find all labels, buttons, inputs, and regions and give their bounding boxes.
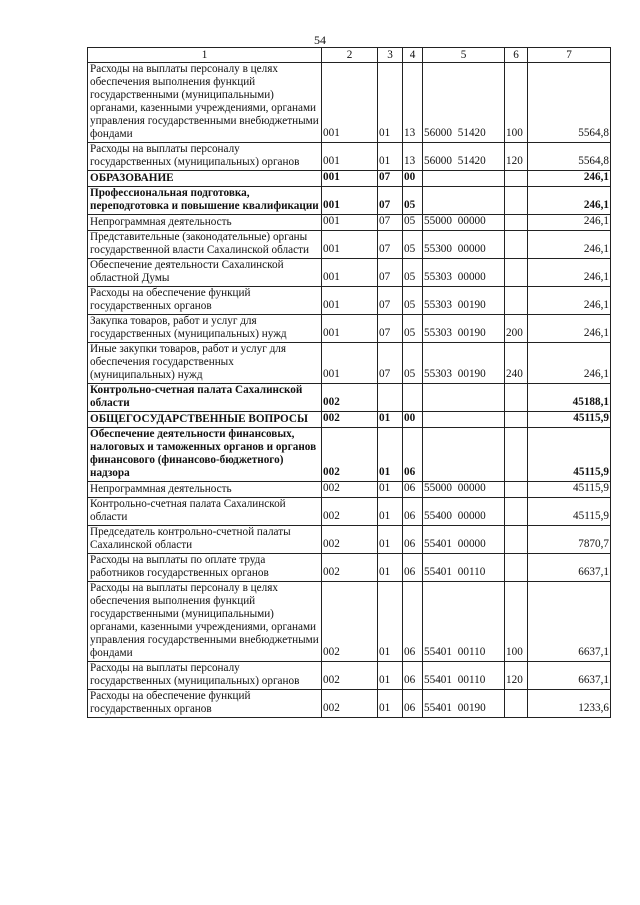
section-code-cell: 01 bbox=[378, 482, 403, 498]
target-article-cell: 55401 00110 bbox=[423, 662, 505, 690]
expense-type-cell bbox=[505, 690, 528, 718]
target-article-cell: 55303 00190 bbox=[423, 343, 505, 384]
subsection-code-cell: 06 bbox=[403, 526, 423, 554]
header-cell: 1 bbox=[88, 48, 322, 63]
subsection-code-cell: 05 bbox=[403, 343, 423, 384]
subsection-code-cell: 00 bbox=[403, 171, 423, 187]
expense-type-cell: 120 bbox=[505, 143, 528, 171]
table-row bbox=[88, 63, 611, 143]
row-name-cell: Расходы на обеспечение функций государственных органов bbox=[88, 690, 322, 718]
table-row bbox=[88, 315, 611, 343]
expense-type-cell: 240 bbox=[505, 343, 528, 384]
subsection-code-cell: 05 bbox=[403, 315, 423, 343]
expense-type-cell bbox=[505, 215, 528, 231]
section-code-cell: 01 bbox=[378, 662, 403, 690]
section-code-cell: 01 bbox=[378, 412, 403, 428]
header-cell: 3 bbox=[378, 48, 403, 63]
section-code-cell: 07 bbox=[378, 215, 403, 231]
row-name-cell: Расходы на выплаты персоналу в целях обеспечения выполнения функций государственными (муниципальными) органами, казенными учреждениями, органами управления государственными внебюджетными фондами bbox=[88, 582, 322, 662]
amount-cell: 45115,9 bbox=[528, 498, 611, 526]
table-row bbox=[88, 482, 611, 498]
subsection-code-cell: 06 bbox=[403, 554, 423, 582]
amount-cell: 1233,6 bbox=[528, 690, 611, 718]
target-article-cell: 55401 00110 bbox=[423, 582, 505, 662]
expense-type-cell bbox=[505, 554, 528, 582]
section-code-cell: 01 bbox=[378, 554, 403, 582]
header-cell: 5 bbox=[423, 48, 505, 63]
amount-cell: 45115,9 bbox=[528, 482, 611, 498]
table-row bbox=[88, 215, 611, 231]
section-code-cell: 07 bbox=[378, 287, 403, 315]
target-article-cell: 55401 00000 bbox=[423, 526, 505, 554]
subsection-code-cell: 05 bbox=[403, 215, 423, 231]
row-name-cell: Обеспечение деятельности Сахалинской областной Думы bbox=[88, 259, 322, 287]
table-row bbox=[88, 343, 611, 384]
amount-cell: 5564,8 bbox=[528, 143, 611, 171]
section-code-cell: 07 bbox=[378, 187, 403, 215]
expense-type-cell: 120 bbox=[505, 662, 528, 690]
target-article-cell: 55000 00000 bbox=[423, 482, 505, 498]
target-article-cell: 55300 00000 bbox=[423, 231, 505, 259]
expense-type-cell: 100 bbox=[505, 582, 528, 662]
amount-cell: 45115,9 bbox=[528, 412, 611, 428]
target-article-cell: 55303 00000 bbox=[423, 259, 505, 287]
target-article-cell bbox=[423, 428, 505, 482]
table-row bbox=[88, 143, 611, 171]
ministry-code-cell: 001 bbox=[322, 259, 378, 287]
target-article-cell bbox=[423, 412, 505, 428]
amount-cell: 246,1 bbox=[528, 187, 611, 215]
row-name-cell: Расходы на обеспечение функций государственных органов bbox=[88, 287, 322, 315]
expense-type-cell bbox=[505, 187, 528, 215]
ministry-code-cell: 002 bbox=[322, 554, 378, 582]
section-code-cell: 01 bbox=[378, 63, 403, 143]
row-name-cell: Непрограммная деятельность bbox=[88, 215, 322, 231]
amount-cell: 246,1 bbox=[528, 287, 611, 315]
ministry-code-cell: 001 bbox=[322, 63, 378, 143]
ministry-code-cell: 001 bbox=[322, 143, 378, 171]
header-cell: 7 bbox=[528, 48, 611, 63]
ministry-code-cell: 001 bbox=[322, 343, 378, 384]
subsection-code-cell: 05 bbox=[403, 287, 423, 315]
target-article-cell: 55000 00000 bbox=[423, 215, 505, 231]
subsection-code-cell: 05 bbox=[403, 231, 423, 259]
subsection-code-cell: 06 bbox=[403, 428, 423, 482]
section-code-cell: 07 bbox=[378, 231, 403, 259]
section-code-cell: 07 bbox=[378, 343, 403, 384]
expense-type-cell bbox=[505, 526, 528, 554]
target-article-cell: 55401 00190 bbox=[423, 690, 505, 718]
header-row bbox=[88, 48, 611, 63]
expense-type-cell bbox=[505, 428, 528, 482]
target-article-cell bbox=[423, 187, 505, 215]
ministry-code-cell: 001 bbox=[322, 187, 378, 215]
table-row bbox=[88, 498, 611, 526]
ministry-code-cell: 002 bbox=[322, 384, 378, 412]
section-code-cell: 01 bbox=[378, 582, 403, 662]
table-row bbox=[88, 384, 611, 412]
target-article-cell: 55400 00000 bbox=[423, 498, 505, 526]
section-code-cell: 07 bbox=[378, 171, 403, 187]
ministry-code-cell: 001 bbox=[322, 287, 378, 315]
ministry-code-cell: 001 bbox=[322, 231, 378, 259]
expense-type-cell bbox=[505, 498, 528, 526]
target-article-cell: 56000 51420 bbox=[423, 63, 505, 143]
amount-cell: 246,1 bbox=[528, 171, 611, 187]
budget-table bbox=[87, 47, 611, 718]
amount-cell: 246,1 bbox=[528, 343, 611, 384]
subsection-code-cell: 13 bbox=[403, 63, 423, 143]
amount-cell: 7870,7 bbox=[528, 526, 611, 554]
amount-cell: 246,1 bbox=[528, 215, 611, 231]
amount-cell: 6637,1 bbox=[528, 582, 611, 662]
row-name-cell: Представительные (законодательные) органы государственной власти Сахалинской области bbox=[88, 231, 322, 259]
subsection-code-cell: 05 bbox=[403, 187, 423, 215]
subsection-code-cell: 06 bbox=[403, 498, 423, 526]
table-row bbox=[88, 662, 611, 690]
expense-type-cell bbox=[505, 231, 528, 259]
target-article-cell: 55303 00190 bbox=[423, 287, 505, 315]
target-article-cell: 55401 00110 bbox=[423, 554, 505, 582]
target-article-cell bbox=[423, 171, 505, 187]
ministry-code-cell: 002 bbox=[322, 526, 378, 554]
subsection-code-cell: 05 bbox=[403, 259, 423, 287]
row-name-cell: Расходы на выплаты персоналу государственных (муниципальных) органов bbox=[88, 662, 322, 690]
table-row bbox=[88, 412, 611, 428]
table-row bbox=[88, 428, 611, 482]
row-name-cell: Расходы на выплаты по оплате труда работников государственных органов bbox=[88, 554, 322, 582]
amount-cell: 45188,1 bbox=[528, 384, 611, 412]
section-code-cell: 07 bbox=[378, 259, 403, 287]
table-row bbox=[88, 171, 611, 187]
ministry-code-cell: 002 bbox=[322, 690, 378, 718]
subsection-code-cell: 13 bbox=[403, 143, 423, 171]
amount-cell: 246,1 bbox=[528, 259, 611, 287]
row-name-cell: Расходы на выплаты персоналу в целях обеспечения выполнения функций государственными (муниципальными) органами, казенными учреждениями, органами управления государственными внебюджетными фондами bbox=[88, 63, 322, 143]
expense-type-cell bbox=[505, 171, 528, 187]
row-name-cell: Обеспечение деятельности финансовых, налоговых и таможенных органов и органов финансового (финансово-бюджетного) надзора bbox=[88, 428, 322, 482]
subsection-code-cell: 06 bbox=[403, 662, 423, 690]
table-row bbox=[88, 526, 611, 554]
section-code-cell: 01 bbox=[378, 498, 403, 526]
row-name-cell: Председатель контрольно-счетной палаты Сахалинской области bbox=[88, 526, 322, 554]
table-row bbox=[88, 582, 611, 662]
row-name-cell: Расходы на выплаты персоналу государственных (муниципальных) органов bbox=[88, 143, 322, 171]
amount-cell: 246,1 bbox=[528, 231, 611, 259]
ministry-code-cell: 002 bbox=[322, 662, 378, 690]
amount-cell: 6637,1 bbox=[528, 554, 611, 582]
subsection-code-cell: 06 bbox=[403, 582, 423, 662]
section-code-cell: 01 bbox=[378, 428, 403, 482]
table-row bbox=[88, 554, 611, 582]
header-cell: 2 bbox=[322, 48, 378, 63]
ministry-code-cell: 002 bbox=[322, 482, 378, 498]
subsection-code-cell: 00 bbox=[403, 412, 423, 428]
expense-type-cell: 200 bbox=[505, 315, 528, 343]
table-row bbox=[88, 690, 611, 718]
row-name-cell: Профессиональная подготовка, переподготовка и повышение квалификации bbox=[88, 187, 322, 215]
ministry-code-cell: 001 bbox=[322, 171, 378, 187]
row-name-cell: Непрограммная деятельность bbox=[88, 482, 322, 498]
ministry-code-cell: 002 bbox=[322, 428, 378, 482]
amount-cell: 45115,9 bbox=[528, 428, 611, 482]
amount-cell: 6637,1 bbox=[528, 662, 611, 690]
row-name-cell: Контрольно-счетная палата Сахалинской области bbox=[88, 498, 322, 526]
section-code-cell: 01 bbox=[378, 690, 403, 718]
section-code-cell: 01 bbox=[378, 526, 403, 554]
ministry-code-cell: 001 bbox=[322, 315, 378, 343]
expense-type-cell bbox=[505, 482, 528, 498]
table-row bbox=[88, 259, 611, 287]
section-code-cell: 07 bbox=[378, 315, 403, 343]
target-article-cell: 55303 00190 bbox=[423, 315, 505, 343]
header-cell: 6 bbox=[505, 48, 528, 63]
subsection-code-cell bbox=[403, 384, 423, 412]
amount-cell: 246,1 bbox=[528, 315, 611, 343]
expense-type-cell bbox=[505, 412, 528, 428]
expense-type-cell bbox=[505, 287, 528, 315]
page-number: 54 bbox=[314, 33, 326, 47]
row-name-cell: ОБРАЗОВАНИЕ bbox=[88, 171, 322, 187]
row-name-cell: Иные закупки товаров, работ и услуг для обеспечения государственных (муниципальных) нужд bbox=[88, 343, 322, 384]
ministry-code-cell: 002 bbox=[322, 582, 378, 662]
ministry-code-cell: 002 bbox=[322, 498, 378, 526]
row-name-cell: ОБЩЕГОСУДАРСТВЕННЫЕ ВОПРОСЫ bbox=[88, 412, 322, 428]
expense-type-cell bbox=[505, 384, 528, 412]
amount-cell: 5564,8 bbox=[528, 63, 611, 143]
table-row bbox=[88, 287, 611, 315]
section-code-cell bbox=[378, 384, 403, 412]
subsection-code-cell: 06 bbox=[403, 482, 423, 498]
table-row bbox=[88, 231, 611, 259]
row-name-cell: Закупка товаров, работ и услуг для государственных (муниципальных) нужд bbox=[88, 315, 322, 343]
ministry-code-cell: 002 bbox=[322, 412, 378, 428]
row-name-cell: Контрольно-счетная палата Сахалинской области bbox=[88, 384, 322, 412]
target-article-cell bbox=[423, 384, 505, 412]
expense-type-cell bbox=[505, 259, 528, 287]
target-article-cell: 56000 51420 bbox=[423, 143, 505, 171]
subsection-code-cell: 06 bbox=[403, 690, 423, 718]
ministry-code-cell: 001 bbox=[322, 215, 378, 231]
header-cell: 4 bbox=[403, 48, 423, 63]
table-row bbox=[88, 187, 611, 215]
section-code-cell: 01 bbox=[378, 143, 403, 171]
expense-type-cell: 100 bbox=[505, 63, 528, 143]
